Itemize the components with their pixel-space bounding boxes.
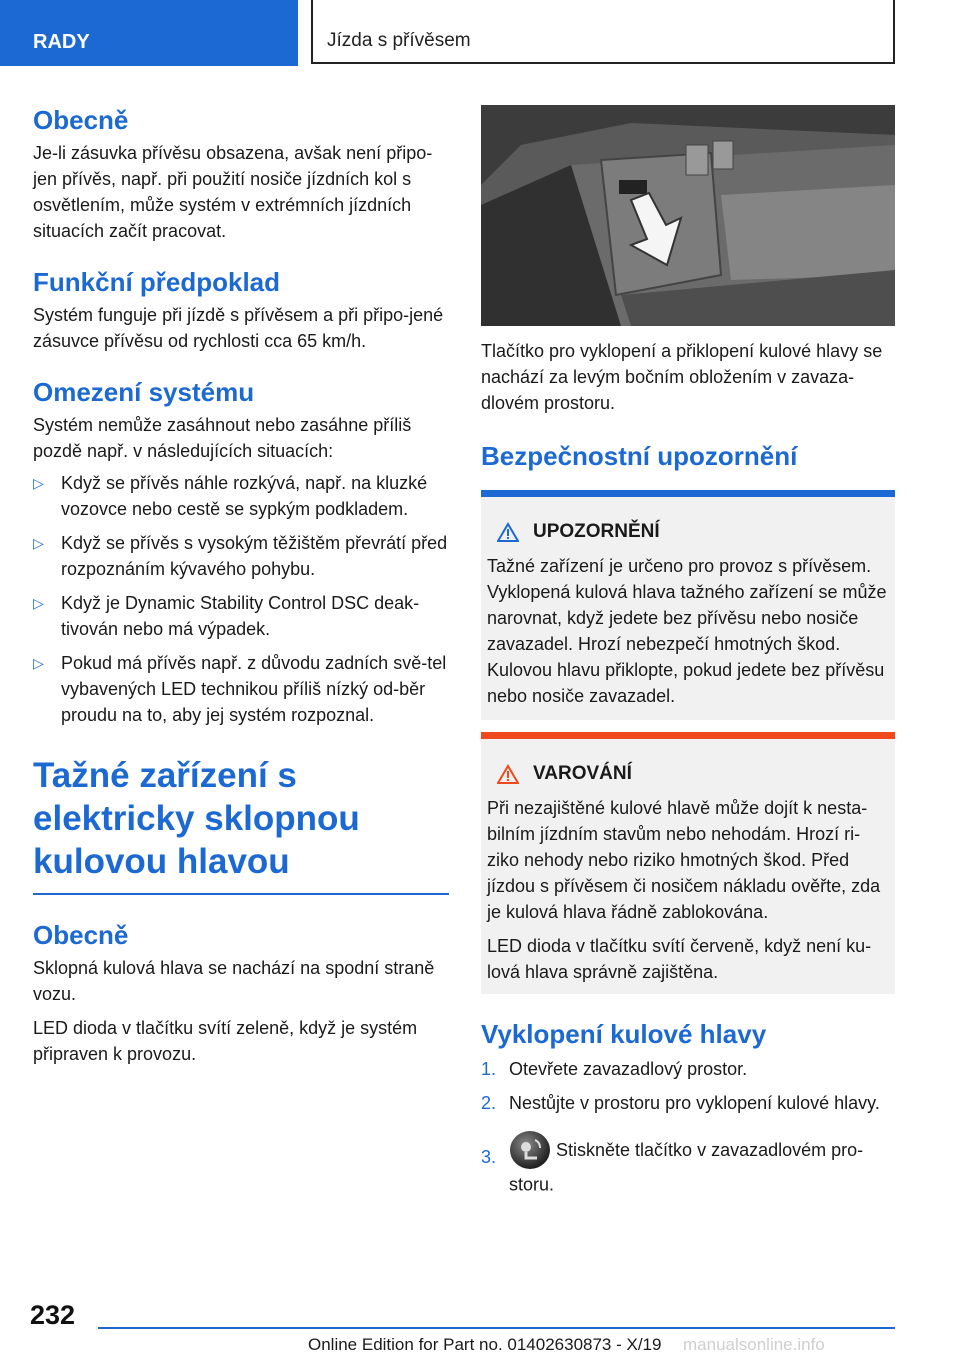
warning-box xyxy=(481,732,895,994)
warning-bar xyxy=(481,732,895,739)
section-heading: Bezpečnostní upozornění xyxy=(481,441,798,471)
chapter-heading: Tažné zařízení s elektricky sklopnou kulovou hlavou xyxy=(33,756,360,881)
section-heading: Omezení systému xyxy=(33,377,255,407)
trunk-image xyxy=(481,105,895,326)
list-item: ▷ Když je Dynamic Stability Control DSC deak-tivován nebo má výpadek. xyxy=(33,590,449,642)
list-item: 3. Stiskněte tlačítko v zavazadlovém pro-storu. xyxy=(481,1130,895,1197)
notice-text: Tažné zařízení je určeno pro provoz s přívěsem. Vyklopená kulová hlava tažného zařízení se může narovnat, když jedete bez přívěsu nebo nosiče zavazadel. Hrozí nebezpečí hmotných škod. Kulovou hlavu přiklopte, pokud jedete bez přívěsu nebo nosiče zavazadel. xyxy=(487,556,887,706)
paragraph: Sklopná kulová hlava se nachází na spodní straně vozu. xyxy=(33,958,435,1004)
triangle-bullet-icon: ▷ xyxy=(33,595,44,611)
warning-header xyxy=(487,761,889,787)
paragraph: Je-li zásuvka přívěsu obsazena, avšak není připo-jen přívěs, např. při použití nosiče jízdních kol s osvětlením, může systém v extrémních jízdních situacích začít pracovat. xyxy=(33,143,433,241)
paragraph: Systém nemůže zasáhnout nebo zasáhne příliš pozdě např. v následujících situacích: xyxy=(33,415,412,461)
image-caption: Tlačítko pro vyklopení a přiklopení kulové hlavy se nachází za levým bočním obložením v zavaza-dlovém prostoru. xyxy=(481,341,883,413)
steps-section xyxy=(481,1018,895,1197)
watermark: manualsonline.info xyxy=(683,1335,825,1354)
list-item: ▷ Pokud má přívěs např. z důvodu zadních svě-tel vybavených LED technikou příliš nízký od-běr proudu na to, aby jej systém rozpoznal. xyxy=(33,650,449,728)
list-item: ▷ Když se přívěs náhle rozkývá, např. na kluzké vozovce nebo cestě se sypkým podkladem. xyxy=(33,470,449,522)
page-number: 232 xyxy=(30,1300,76,1330)
list-item: ▷ Když se přívěs s vysokým těžištěm převrátí před rozpoznáním kývavého pohybu. xyxy=(33,530,449,582)
list-item: 1. Otevřete zavazadlový prostor. xyxy=(481,1059,748,1079)
triangle-bullet-icon: ▷ xyxy=(33,655,44,671)
towbar-button-icon xyxy=(509,1130,551,1170)
section-heading: Obecně xyxy=(33,920,129,950)
bullet-list xyxy=(33,470,449,728)
heading-rule xyxy=(33,893,449,895)
section-heading: Vyklopení kulové hlavy xyxy=(481,1019,767,1049)
chapter-header xyxy=(311,0,895,64)
chapter-title: Jízda s přívěsem xyxy=(327,30,471,51)
warning-label: VAROVÁNÍ xyxy=(533,763,632,784)
edition-text: Online Edition for Part no. 01402630873 - X/19 xyxy=(308,1335,662,1354)
warning-text: Při nezajištěné kulové hlavě může dojít k nesta-bilním jízdním stavům nebo nehodám. Hrozí ri-ziko nehody nebo riziko hmotných škod. Před jízdou s přívěsem či nosičem nákladu ověřte, zda je kulová hlava řádně zablokována. xyxy=(487,798,881,922)
notice-bar xyxy=(481,490,895,497)
paragraph: LED dioda v tlačítku svítí zeleně, když je systém připraven k provozu. xyxy=(33,1018,418,1064)
warning-text: LED dioda v tlačítku svítí červeně, když není ku-lová hlava správně zajištěna. xyxy=(487,936,872,982)
right-column xyxy=(481,338,895,472)
warning-triangle-icon xyxy=(497,522,519,542)
notice-header xyxy=(487,519,889,545)
section-label: RADY xyxy=(33,31,90,53)
list-item: 2. Nestůjte v prostoru pro vyklopení kulové hlavy. xyxy=(481,1093,880,1113)
trunk-illustration xyxy=(481,105,895,326)
paragraph: Systém funguje při jízdě s přívěsem a při připo-jené zásuvce přívěsu od rychlosti cca 65 km/h. xyxy=(33,305,444,351)
warning-triangle-icon xyxy=(497,764,519,784)
notice-label: UPOZORNĚNÍ xyxy=(533,521,660,542)
notice-box xyxy=(481,490,895,720)
triangle-bullet-icon: ▷ xyxy=(33,475,44,491)
section-heading: Obecně xyxy=(33,105,129,135)
section-tab xyxy=(0,0,298,66)
section-heading: Funkční předpoklad xyxy=(33,267,281,297)
left-column xyxy=(33,104,449,1067)
steps-list xyxy=(481,1056,895,1197)
triangle-bullet-icon: ▷ xyxy=(33,535,44,551)
footer-rule xyxy=(98,1327,895,1329)
